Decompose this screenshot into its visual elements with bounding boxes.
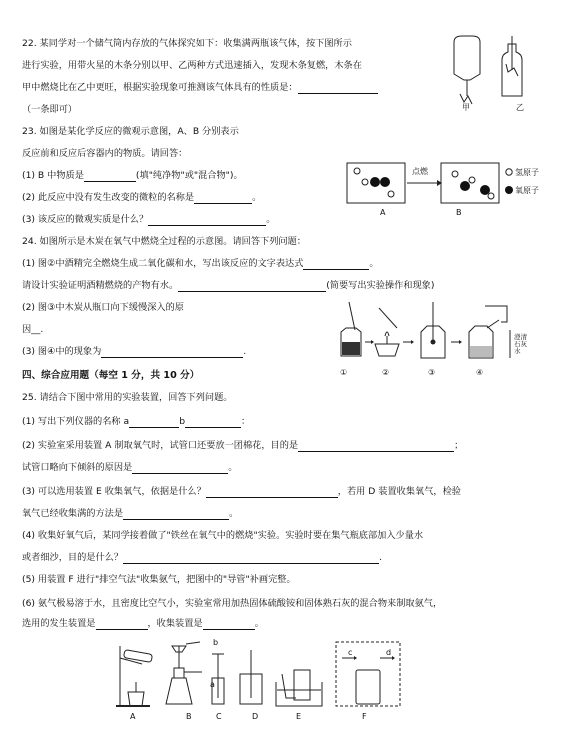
q25-label-a: A	[130, 712, 136, 721]
q25-line6	[22, 508, 238, 520]
q23-box-label-b: B	[456, 208, 462, 217]
q25-blank-7[interactable]	[96, 619, 148, 630]
q24-blank-2[interactable]	[178, 281, 326, 292]
q23-blank-1[interactable]	[84, 171, 136, 182]
q25-label-e: E	[296, 712, 302, 721]
q23-line4	[22, 192, 261, 204]
q23-l3-b: (填"纯净物"或"混合物")。	[135, 170, 243, 181]
q22-line2: 进行实验，用带火星的木条分别以甲、乙两种方式迅速插入，发现木条复燃，木条在	[22, 60, 362, 71]
q25-blank-a[interactable]	[129, 417, 179, 428]
q25-l2-a: (1) 写出下列仪器的名称 a	[22, 416, 130, 427]
q23-line3	[22, 170, 243, 182]
q25-mark-d: d	[386, 648, 392, 657]
q25-blank-5[interactable]	[123, 509, 229, 520]
q23-l4-a: (2) 此反应中没有发生改变的微粒的名称是	[22, 192, 195, 203]
q25-l2-c: ：	[241, 416, 251, 427]
q25-blank-8[interactable]	[203, 619, 255, 630]
q25-line2	[22, 416, 250, 428]
q25-l4-a: 试管口略向下倾斜的原因是	[22, 462, 133, 473]
q25-l5-b: ，若用 D 装置收集氧气，检验	[337, 486, 461, 497]
q25-l2-b: b	[179, 416, 186, 427]
q24-line5: 因__.	[22, 324, 44, 335]
q23-box-label-a: A	[380, 208, 386, 217]
q25-blank-b[interactable]	[185, 417, 241, 428]
q23-arrow-label: 点燃	[412, 167, 428, 176]
q23-l5-b: 。	[266, 214, 276, 225]
q24-line2	[22, 258, 379, 270]
q25-l6-b: 。	[229, 508, 239, 519]
q25-l11-b: ，收集装置是	[147, 618, 203, 629]
q25-l8-b: .	[379, 552, 382, 563]
q24-blank-3[interactable]	[101, 347, 243, 358]
q23-line2: 反应前和反应后容器内的物质。请回答：	[22, 148, 188, 159]
q25-label-f: F	[362, 712, 367, 721]
q23-l4-b: 。	[252, 192, 262, 203]
q24-l6-b: .	[243, 346, 247, 357]
q23-line1: 23. 如图是某化学反应的微观示意图，A、B 分别表示	[22, 126, 239, 137]
q24-l3-b: (简要写出实验操作和现象)	[326, 280, 435, 291]
q24-l6-a: (3) 图④中的现象为	[22, 346, 102, 357]
q25-label-c: C	[216, 712, 222, 721]
q24-fig-label-1: ①	[340, 368, 348, 377]
q24-fig-label-4: ④	[476, 368, 484, 377]
q24-blank-1[interactable]	[303, 259, 369, 270]
q24-l3-a: 请设计实验证明酒精燃烧的产物有水。	[22, 280, 179, 291]
q23-legend-oxygen: 氧原子	[515, 186, 539, 195]
q25-mark-b: b	[213, 638, 219, 647]
q22-line1: 22. 某同学对一个储气筒内存放的气体探究如下：收集满两瓶该气体，按下图所示	[22, 38, 352, 49]
q25-l11-c: 。	[254, 618, 264, 629]
q25-l6-a: 氧气已经收集满的方法是	[22, 508, 124, 519]
q22-fig-label-jia: 甲	[462, 103, 470, 112]
q25-line4	[22, 462, 237, 474]
q25-line5	[22, 486, 461, 498]
q23-line5	[22, 214, 275, 226]
q24-l2-a: (1) 图②中酒精完全燃烧生成二氧化碳和水，写出该反应的文字表达式	[22, 258, 304, 269]
q25-label-d: D	[252, 712, 259, 721]
q25-line9: (5) 用装置 F 进行"排空气法"收集氨气，把图中的"导管"补画完整。	[22, 574, 296, 585]
q25-label-b: B	[186, 712, 192, 721]
q25-mark-a: a	[210, 680, 215, 689]
q25-line11	[22, 618, 264, 630]
q25-blank-4[interactable]	[206, 487, 338, 498]
q23-blank-3[interactable]	[148, 215, 266, 226]
q22-line3	[22, 82, 378, 94]
q22-fig-label-yi: 乙	[516, 103, 524, 112]
q25-l8-a: 或者细沙，目的是什么？	[22, 552, 124, 563]
q25-l5-a: (3) 可以选用装置 E 收集氧气，依据是什么？	[22, 486, 206, 497]
q25-blank-6[interactable]	[123, 553, 379, 564]
q23-l5-a: (3) 该反应的微观实质是什么？	[22, 214, 149, 225]
q25-l3-b: ；	[454, 440, 464, 451]
q25-blank-2[interactable]	[298, 441, 454, 452]
q25-l4-b: 。	[228, 462, 238, 473]
q25-line1: 25. 请结合下图中常用的实验装置，回答下列问题。	[22, 392, 233, 403]
q22-answer-blank[interactable]	[298, 83, 378, 94]
q25-apparatus-figure	[110, 638, 410, 710]
q25-line8	[22, 552, 382, 564]
q25-l3-a: (2) 实验室采用装置 A 制取氧气时，试管口还要放一团棉花，目的是	[22, 440, 299, 451]
q22-line3-text: 甲中燃烧比在乙中更旺，根据实验现象可推测该气体具有的性质是：	[22, 82, 298, 93]
q24-l2-b: 。	[369, 258, 379, 269]
q24-fig-label-2: ②	[382, 368, 390, 377]
q23-blank-2[interactable]	[194, 193, 252, 204]
q22-line4: （一条即可）	[22, 104, 78, 115]
q24-fig-label-3: ③	[428, 368, 436, 377]
q23-legend-hydrogen: 氢原子	[515, 168, 539, 177]
q25-l11-a: 选用的发生装置是	[22, 618, 96, 629]
q24-line3	[22, 280, 434, 292]
q25-line7: (4) 收集好氧气后，某同学接着做了"铁丝在氧气中的燃烧"实验。实验时要在集气瓶底部加入少量水	[22, 530, 424, 541]
q24-side-label: 澄清石灰水	[514, 333, 527, 355]
q23-l3-a: (1) B 中物质是	[22, 170, 84, 181]
q25-line3	[22, 440, 463, 452]
q24-line6	[22, 346, 246, 358]
q24-line1: 24. 如图所示是木炭在氧气中燃烧全过程的示意图。请回答下列问题：	[22, 236, 306, 247]
q24-line4: (2) 图③中木炭从瓶口向下缓慢深入的原	[22, 302, 184, 313]
section-4-heading: 四、综合应用题（每空 1 分，共 10 分）	[22, 370, 200, 381]
q25-line10: (6) 氨气极易溶于水，且密度比空气小，实验室常用加热固体硫酸铵和固体熟石灰的混合物来制取氨气，	[22, 598, 443, 609]
q22-figure	[442, 30, 542, 115]
q25-mark-c: c	[348, 648, 353, 657]
q25-blank-3[interactable]	[132, 463, 228, 474]
